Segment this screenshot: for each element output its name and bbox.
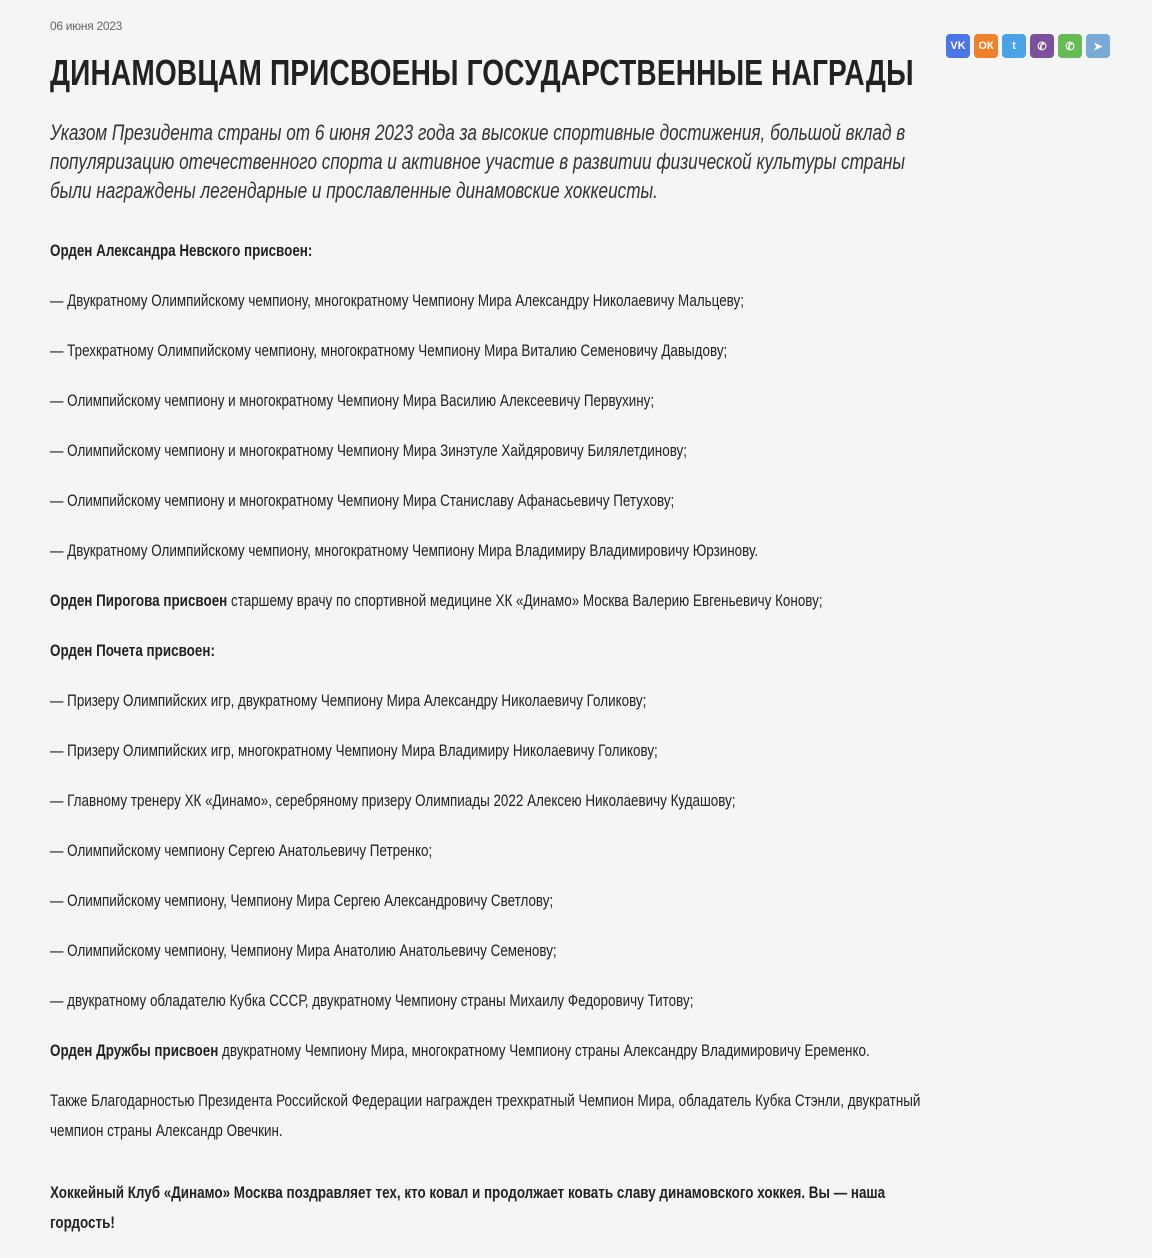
article-paragraph <box>50 736 943 766</box>
paragraph-text: — Олимпийскому чемпиону, Чемпиону Мира Анатолию Анатольевичу Семенову; <box>50 941 557 960</box>
paragraph-text: — Олимпийскому чемпиону и многократному Чемпиону Мира Зинэтуле Хайдяровичу Билялетдинову; <box>50 441 687 460</box>
article-paragraph <box>50 936 943 966</box>
odnoklassniki-share-button[interactable] <box>974 34 998 58</box>
article-paragraph <box>50 336 943 366</box>
whatsapp-share-button[interactable] <box>1058 34 1082 58</box>
article-paragraph <box>50 786 943 816</box>
award-heading: Орден Пирогова присвоен <box>50 591 228 610</box>
paragraph-text: — Двукратному Олимпийскому чемпиону, многократному Чемпиону Мира Александру Николаевичу Мальцеву; <box>50 291 744 310</box>
paragraph-text: — Олимпийскому чемпиону и многократному Чемпиону Мира Станиславу Афанасьевичу Петухову; <box>50 491 675 510</box>
article-paragraph <box>50 986 943 1016</box>
article-paragraph <box>50 486 943 516</box>
vk-share-button[interactable] <box>946 34 970 58</box>
article-paragraph <box>50 836 943 866</box>
paragraph-text: старшему врачу по спортивной медицине ХК «Динамо» Москва Валерию Евгеньевичу Конову; <box>227 591 823 610</box>
twitter-share-button[interactable] <box>1002 34 1026 58</box>
paragraph-text: двукратному Чемпиону Мира, многократному Чемпиону страны Александру Владимировичу Еременко. <box>218 1041 870 1060</box>
odnoklassniki-icon: ОК <box>978 40 994 52</box>
paragraph-text: — Призеру Олимпийских игр, двукратному Чемпиону Мира Александру Николаевичу Голикову; <box>50 691 647 710</box>
article-paragraph <box>50 286 943 316</box>
share-buttons <box>946 34 1110 58</box>
vk-icon: VK <box>950 40 966 52</box>
paragraph-text: — Трехкратному Олимпийскому чемпиону, многократному Чемпиону Мира Виталию Семеновичу Давыдову; <box>50 341 728 360</box>
whatsapp-icon: ✆ <box>1065 40 1075 53</box>
article-paragraph <box>50 686 943 716</box>
article-body <box>50 236 943 1258</box>
paragraph-text: — Главному тренеру ХК «Динамо», серебряному призеру Олимпиады 2022 Алексею Николаевичу Кудашову; <box>50 791 736 810</box>
telegram-share-button[interactable] <box>1086 34 1110 58</box>
article-paragraph <box>50 886 943 916</box>
article-paragraph <box>50 586 943 616</box>
article-lead: Указом Президента страны от 6 июня 2023 года за высокие спортивные достижения, большой вклад в популяризацию отечественного спорта и активное участие в развитии физической культуры страны были награждены легендарные и прославленные динамовские хоккеисты. <box>50 120 906 203</box>
article-paragraph <box>50 1086 943 1146</box>
viber-share-button[interactable] <box>1030 34 1054 58</box>
article-paragraph <box>50 236 943 266</box>
award-heading: Орден Дружбы присвоен <box>50 1041 219 1060</box>
closing-paragraph <box>50 1178 943 1238</box>
paragraph-text: — Призеру Олимпийских игр, многократному Чемпиону Мира Владимиру Николаевичу Голикову; <box>50 741 658 760</box>
paragraph-text: — двукратному обладателю Кубка СССР, двукратному Чемпиону страны Михаилу Федоровичу Титову; <box>50 991 694 1010</box>
closing-text: Хоккейный Клуб «Динамо» Москва поздравляет тех, кто ковал и продолжает ковать славу динамовского хоккея. Вы — наша гордость! <box>50 1183 886 1232</box>
paragraph-text: — Олимпийскому чемпиону и многократному Чемпиону Мира Василию Алексеевичу Первухину; <box>50 391 655 410</box>
award-heading: Орден Почета присвоен: <box>50 641 215 660</box>
article-paragraph <box>50 386 943 416</box>
paragraph-text: — Двукратному Олимпийскому чемпиону, многократному Чемпиону Мира Владимиру Владимировичу Юрзинову. <box>50 541 759 560</box>
paragraph-text: Также Благодарностью Президента Российской Федерации награжден трехкратный Чемпион Мира, обладатель Кубка Стэнли, двукратный чемпион страны Александр Овечкин. <box>50 1091 921 1140</box>
article-paragraph <box>50 636 943 666</box>
award-heading: Орден Александра Невского присвоен: <box>50 241 313 260</box>
article-paragraph <box>50 1036 943 1066</box>
viber-icon: ✆ <box>1037 40 1047 53</box>
paragraph-text: — Олимпийскому чемпиону Сергею Анатольевичу Петренко; <box>50 841 433 860</box>
twitter-icon: t <box>1012 40 1016 52</box>
article-paragraph <box>50 536 943 566</box>
article-paragraph <box>50 436 943 466</box>
article-title: ДИНАМОВЦАМ ПРИСВОЕНЫ ГОСУДАРСТВЕННЫЕ НАГРАДЫ <box>50 52 914 93</box>
paragraph-text: — Олимпийскому чемпиону, Чемпиону Мира Сергею Александровичу Светлову; <box>50 891 554 910</box>
telegram-icon: ➤ <box>1093 40 1103 53</box>
article-date: 06 июня 2023 <box>50 19 122 33</box>
